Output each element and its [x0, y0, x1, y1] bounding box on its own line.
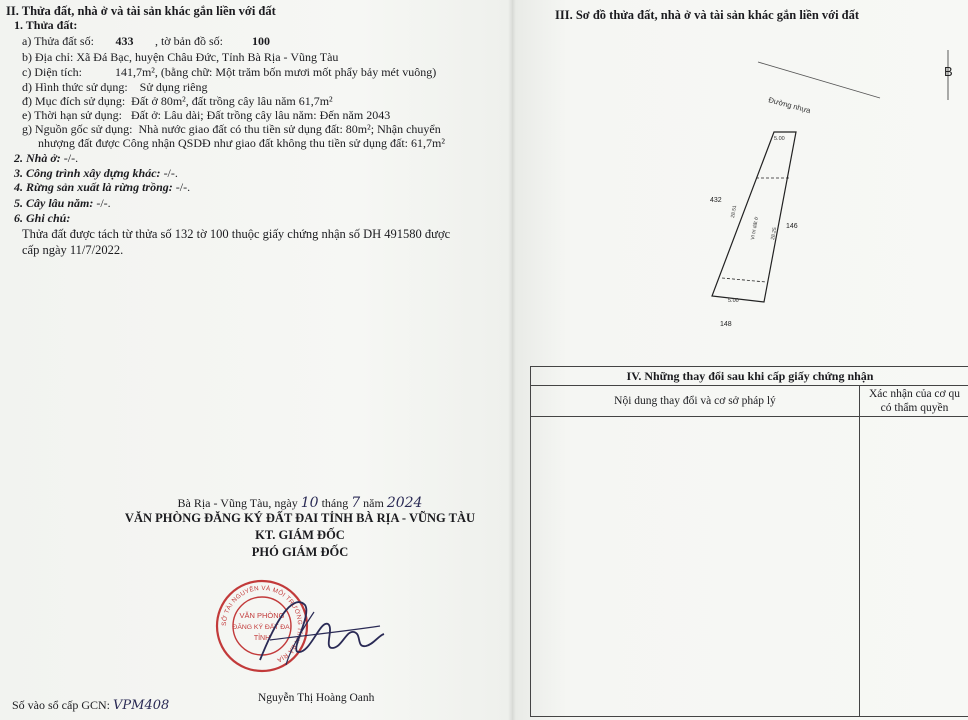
year-label: năm [363, 496, 384, 510]
dim-top: 5.00 [774, 136, 785, 142]
area-row: c) Diện tích: 141,7m², (bằng chữ: Một trăm bốn mươi mốt phẩy bảy mét vuông) [22, 65, 437, 79]
item5-value: -/-. [96, 196, 111, 210]
item4-title: 4. Rừng sản xuất là rừng trồng: [14, 180, 173, 194]
item3-row [14, 166, 178, 181]
column-header-approval-line-2: có thẩm quyền [880, 402, 949, 414]
month-label: tháng [321, 496, 349, 510]
origin-row-1: g) Nguồn gốc sử dụng: Nhà nước giao đất có thu tiền sử dụng đất: 80m²; Nhận chuyển [22, 122, 441, 136]
item3-title: 3. Công trình xây dựng khác: [14, 166, 161, 180]
changes-content-cell [531, 417, 860, 717]
section-ii-title: II. Thửa đất, nhà ở và tài sản khác gắn liền với đất [6, 4, 276, 18]
dim-left: 28.51 [730, 204, 739, 219]
column-header-content: Nội dung thay đổi và cơ sở pháp lý [531, 386, 860, 417]
note-line-1: Thửa đất được tách từ thửa số 132 tờ 100 thuộc giấy chứng nhận số DH 491580 được [22, 227, 451, 241]
issue-place: Bà Rịa - Vũng Tàu, ngày [177, 496, 298, 510]
note-line-2: cấp ngày 11/7/2022. [22, 243, 124, 257]
dim-right: 28.25 [770, 226, 779, 241]
signer-position-kt: KT. GIÁM ĐỐC [255, 528, 345, 542]
neighbor-left: 432 [710, 197, 722, 204]
issue-month: 7 [351, 495, 361, 511]
register-label: Số vào sổ cấp GCN: [12, 698, 110, 712]
changes-table [530, 366, 968, 717]
item5-row [14, 196, 111, 211]
map-sheet-label: , tờ bản đồ số: [154, 34, 223, 48]
issue-date-line [120, 495, 480, 511]
issuing-office: VĂN PHÒNG ĐĂNG KÝ ĐẤT ĐAI TỈNH BÀ RỊA - VŨNG TÀU [124, 511, 476, 525]
signature-scribble [250, 590, 390, 680]
column-header-approval-line-1: Xác nhận của cơ qu [868, 388, 960, 400]
issue-year: 2024 [386, 495, 423, 511]
neighbor-bottom: 148 [720, 321, 732, 328]
seal-outer-text: SỞ TÀI NGUYÊN VÀ MÔI TRƯỜNG TỈNH BÀ RỊA [220, 584, 304, 664]
section-iii-title: III. Sơ đồ thửa đất, nhà ở và tài sản khác gắn liền với đất [555, 8, 860, 22]
issue-day: 10 [300, 495, 319, 511]
changes-approval-cell [860, 417, 968, 717]
land-use-boundary-2 [722, 278, 766, 282]
parcel-number-label: a) Thửa đất số: [22, 34, 94, 48]
seal-line-3: TỈNH [253, 635, 271, 642]
usage-form-row: d) Hình thức sử dụng: Sử dụng riêng [22, 80, 208, 94]
item1-title: 1. Thửa đất: [14, 18, 78, 32]
north-label: B [944, 64, 953, 79]
road-edge-line [758, 62, 880, 98]
item2-title: 2. Nhà ở: [14, 151, 61, 165]
parcel-number-value: 433 [115, 34, 134, 48]
section-iv-title: IV. Những thay đổi sau khi cấp giấy chứng nhận [531, 367, 968, 386]
usage-purpose-row: đ) Mục đích sử dụng: Đất ở 80m², đất trồng cây lâu năm 61,7m² [22, 94, 333, 108]
register-value: VPM408 [113, 698, 170, 713]
item3-value: -/-. [163, 166, 178, 180]
neighbor-right: 146 [786, 223, 798, 230]
item2-value: -/-. [63, 151, 79, 165]
item2-row [14, 151, 78, 166]
item4-value: -/-. [175, 180, 191, 194]
parcel-diagram [690, 50, 968, 340]
parcel-number-row [22, 34, 296, 49]
road-label: Đường nhựa [767, 95, 812, 116]
item5-title: 5. Cây lâu năm: [14, 196, 94, 210]
setback-label: VI tri dất ở [750, 216, 761, 241]
origin-row-2: nhượng đất được Công nhận QSDĐ như giao đất không thu tiền sử dụng đất: 61,7m² [38, 136, 445, 150]
item6-title: 6. Ghi chú: [14, 211, 71, 225]
dim-bottom: 5.00 [728, 298, 739, 304]
signer-position-deputy: PHÓ GIÁM ĐỐC [251, 545, 349, 559]
column-header-approval [860, 386, 968, 417]
page-fold [508, 0, 516, 720]
seal-line-2: ĐĂNG KÝ ĐẤT ĐAI [232, 624, 292, 631]
usage-term-row: e) Thời hạn sử dụng: Đất ở: Lâu dài; Đất trồng cây lâu năm: Đến năm 2043 [22, 108, 391, 122]
signer-name: Nguyễn Thị Hoàng Oanh [258, 692, 375, 704]
item4-row [14, 180, 190, 195]
address-row: b) Địa chỉ: Xã Đá Bạc, huyện Châu Đức, Tỉnh Bà Rịa - Vũng Tàu [22, 50, 339, 64]
register-number-row [12, 698, 169, 713]
seal-line-1: VĂN PHÒNG [239, 611, 285, 620]
map-sheet-value: 100 [251, 34, 270, 48]
